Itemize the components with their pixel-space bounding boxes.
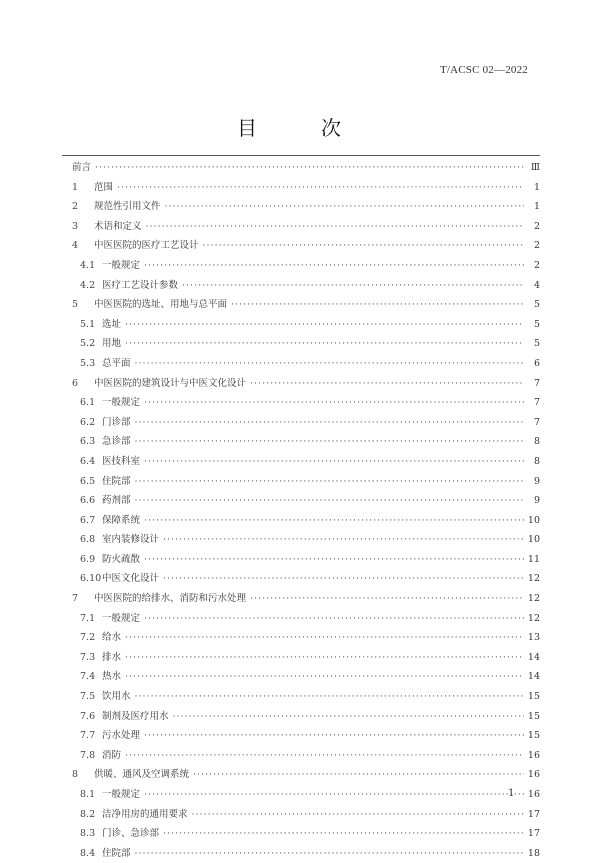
toc-entry-number: 3 [72, 220, 79, 232]
toc-entry [62, 628, 540, 648]
dot-leader [144, 452, 524, 472]
toc-entry [62, 413, 540, 433]
toc-entry [62, 354, 540, 374]
toc-entry-number: 4 [72, 240, 79, 252]
dot-leader [125, 315, 524, 335]
dot-leader [135, 432, 524, 452]
dot-leader [95, 158, 524, 178]
toc-entry [62, 491, 540, 511]
toc-entry-page: 12 [527, 573, 540, 585]
dot-leader [165, 197, 524, 217]
dot-leader [135, 354, 524, 374]
toc-entry-label: 给水 [102, 632, 122, 644]
toc-entry [62, 472, 540, 492]
toc-entry-page: 7 [533, 416, 540, 428]
dot-leader [144, 550, 524, 570]
toc-entry-number: 6.6 [80, 495, 96, 507]
toc-entry-page: 12 [527, 612, 540, 624]
toc-entry-number: 6.8 [80, 534, 96, 546]
toc-entry-label: 规范性引用文件 [94, 201, 161, 213]
toc-entry-number: 6.9 [80, 553, 96, 565]
toc-entry-number: 6.7 [80, 514, 96, 526]
dot-leader [144, 256, 524, 276]
toc-entry [62, 805, 540, 825]
toc-entry-page: 1 [533, 181, 540, 193]
toc-entry [62, 334, 540, 354]
toc-entry-label: 一般规定 [102, 259, 141, 271]
toc-entry [62, 158, 540, 178]
toc-entry-label: 一般规定 [102, 789, 141, 800]
toc-entry-number: 4.1 [80, 259, 96, 271]
toc-entry-label: 室内装修设计 [102, 534, 160, 546]
toc-entry-number: 6.5 [80, 475, 96, 487]
toc-entry-number: 5.3 [80, 357, 96, 369]
toc-entry-page: 13 [527, 632, 540, 644]
page-number: 1 [508, 788, 515, 799]
toc-entry [62, 530, 540, 550]
toc-entry-label: 前言 [72, 162, 92, 173]
toc-entry [62, 276, 540, 296]
toc-entry-label: 中医医院的给排水、消防和污水处理 [94, 593, 247, 605]
toc-entry-number: 5.1 [80, 318, 96, 330]
toc-entry-label: 范围 [94, 181, 114, 193]
toc-entry-number: 7 [72, 593, 79, 605]
top-rule [62, 155, 540, 156]
toc-entry-page: 16 [527, 749, 540, 761]
toc-entry-number: 8.4 [80, 847, 96, 859]
dot-leader [135, 687, 524, 707]
toc-entry-number: 8.2 [80, 808, 96, 820]
dot-leader [250, 589, 524, 609]
dot-leader [135, 491, 524, 511]
dot-leader [163, 824, 524, 844]
toc-entry-label: 总平面 [102, 357, 131, 369]
dot-leader [135, 413, 524, 433]
toc-entry-label: 洁净用房的通用要求 [102, 808, 188, 820]
standard-code: T/ACSC 02—2022 [439, 64, 528, 76]
toc-entry-number: 6.1 [80, 397, 96, 409]
toc-entry-page: 6 [533, 357, 540, 369]
toc-entry-number: 7.3 [80, 651, 96, 663]
toc-entry [62, 315, 540, 335]
toc-entry-label: 门诊、急诊部 [102, 828, 160, 840]
toc-entry-label: 中医文化设计 [102, 573, 160, 585]
dot-leader [192, 805, 524, 825]
dot-leader [144, 785, 524, 805]
toc-entry-label: 一般规定 [102, 397, 141, 409]
toc-entry-label: 消防 [102, 749, 122, 761]
toc-entry [62, 393, 540, 413]
toc-entry-label: 污水处理 [102, 730, 141, 742]
dot-leader [163, 569, 524, 589]
page-title: 目 次 [237, 116, 363, 140]
toc-entry-label: 急诊部 [102, 436, 131, 448]
dot-leader [250, 374, 524, 394]
dot-leader [163, 530, 524, 550]
dot-leader [135, 472, 524, 492]
toc-entry [62, 217, 540, 237]
table-of-contents [62, 158, 540, 863]
toc-entry-number: 7.8 [80, 749, 96, 761]
dot-leader [193, 765, 524, 785]
toc-entry-label: 术语和定义 [94, 220, 142, 232]
toc-entry-page: Ⅲ [530, 162, 540, 173]
toc-entry-page: 1 [533, 201, 540, 213]
toc-entry-number: 7.5 [80, 691, 96, 703]
toc-entry-page: 2 [533, 220, 540, 232]
dot-leader [135, 844, 524, 863]
dot-leader [182, 276, 524, 296]
toc-entry-label: 保障系统 [102, 514, 141, 526]
toc-entry-label: 选址 [102, 318, 122, 330]
toc-entry-number: 4.2 [80, 279, 96, 291]
toc-entry-label: 中医医院的医疗工艺设计 [94, 240, 199, 252]
toc-entry-number: 7.7 [80, 730, 96, 742]
toc-entry [62, 648, 540, 668]
toc-entry [62, 726, 540, 746]
toc-entry-label: 用地 [102, 338, 122, 350]
toc-entry-number: 6.10 [80, 573, 102, 585]
toc-entry [62, 432, 540, 452]
toc-entry [62, 609, 540, 629]
toc-entry-number: 7.4 [80, 671, 96, 683]
toc-entry-page: 17 [527, 808, 540, 820]
toc-entry [62, 785, 540, 805]
toc-entry-number: 7.2 [80, 632, 96, 644]
toc-entry-number: 8.1 [80, 789, 96, 800]
toc-entry-page: 14 [527, 671, 540, 683]
toc-entry [62, 687, 540, 707]
dot-leader [125, 628, 524, 648]
dot-leader [231, 295, 524, 315]
dot-leader [144, 609, 524, 629]
dot-leader [203, 236, 524, 256]
toc-entry [62, 844, 540, 863]
toc-entry-page: 5 [533, 338, 540, 350]
toc-entry-label: 制剂及医疗用水 [102, 710, 169, 722]
toc-entry-page: 7 [533, 377, 540, 389]
toc-entry [62, 374, 540, 394]
dot-leader [125, 648, 524, 668]
toc-entry-number: 7.6 [80, 710, 96, 722]
toc-entry [62, 746, 540, 766]
dot-leader [173, 707, 524, 727]
toc-entry [62, 569, 540, 589]
toc-entry-label: 防火疏散 [102, 553, 141, 565]
toc-entry-number: 6.2 [80, 416, 96, 428]
toc-entry [62, 236, 540, 256]
toc-entry-label: 住院部 [102, 475, 131, 487]
toc-entry [62, 550, 540, 570]
toc-entry [62, 511, 540, 531]
toc-entry-page: 5 [533, 318, 540, 330]
toc-entry [62, 295, 540, 315]
toc-entry-label: 药剂部 [102, 495, 131, 507]
toc-entry-label: 供暖、通风及空调系统 [94, 769, 190, 781]
toc-entry-page: 2 [533, 259, 540, 271]
toc-entry-page: 8 [533, 455, 540, 467]
toc-entry [62, 256, 540, 276]
dot-leader [144, 393, 524, 413]
toc-entry-page: 10 [527, 534, 540, 546]
dot-leader [125, 334, 524, 354]
dot-leader [117, 178, 524, 198]
toc-entry-label: 医疗工艺设计参数 [102, 279, 179, 291]
toc-entry-label: 门诊部 [102, 416, 131, 428]
toc-entry-page: 16 [527, 789, 540, 800]
toc-entry-number: 5.2 [80, 338, 96, 350]
toc-entry-page: 2 [533, 240, 540, 252]
toc-entry-page: 18 [527, 847, 540, 859]
toc-entry-label: 医技科室 [102, 455, 141, 467]
toc-entry-label: 排水 [102, 651, 122, 663]
toc-entry-number: 6.4 [80, 455, 96, 467]
toc-entry-page: 12 [527, 593, 540, 605]
toc-entry [62, 765, 540, 785]
toc-entry-page: 8 [533, 436, 540, 448]
dot-leader [125, 746, 524, 766]
toc-entry [62, 452, 540, 472]
toc-entry-number: 8.3 [80, 828, 96, 840]
toc-entry-label: 一般规定 [102, 612, 141, 624]
toc-entry-page: 14 [527, 651, 540, 663]
toc-entry-page: 17 [527, 828, 540, 840]
toc-entry-page: 9 [533, 495, 540, 507]
toc-entry [62, 667, 540, 687]
dot-leader [146, 217, 524, 237]
toc-entry-number: 1 [72, 181, 79, 193]
toc-entry-number: 6.3 [80, 436, 96, 448]
toc-entry-page: 16 [527, 769, 540, 781]
dot-leader [144, 726, 524, 746]
toc-entry-page: 10 [527, 514, 540, 526]
toc-entry-number: 5 [72, 299, 79, 311]
toc-entry-page: 5 [533, 299, 540, 311]
toc-entry-page: 15 [527, 710, 540, 722]
toc-entry-label: 热水 [102, 671, 122, 683]
toc-entry-page: 9 [533, 475, 540, 487]
toc-entry-page: 4 [533, 279, 540, 291]
toc-entry-number: 2 [72, 201, 79, 213]
toc-entry-label: 住院部 [102, 847, 131, 859]
toc-entry-label: 饮用水 [102, 691, 131, 703]
toc-entry-number: 8 [72, 769, 79, 781]
toc-entry [62, 197, 540, 217]
toc-entry [62, 824, 540, 844]
toc-entry [62, 589, 540, 609]
toc-entry-label: 中医医院的建筑设计与中医文化设计 [94, 377, 247, 389]
toc-entry [62, 707, 540, 727]
toc-entry-number: 6 [72, 377, 79, 389]
toc-entry-page: 15 [527, 691, 540, 703]
dot-leader [125, 667, 524, 687]
dot-leader [144, 511, 524, 531]
toc-entry-page: 15 [527, 730, 540, 742]
toc-entry-number: 7.1 [80, 612, 96, 624]
toc-entry [62, 178, 540, 198]
toc-entry-page: 7 [533, 397, 540, 409]
toc-entry-label: 中医医院的选址、用地与总平面 [94, 299, 228, 311]
toc-entry-page: 11 [527, 553, 540, 565]
